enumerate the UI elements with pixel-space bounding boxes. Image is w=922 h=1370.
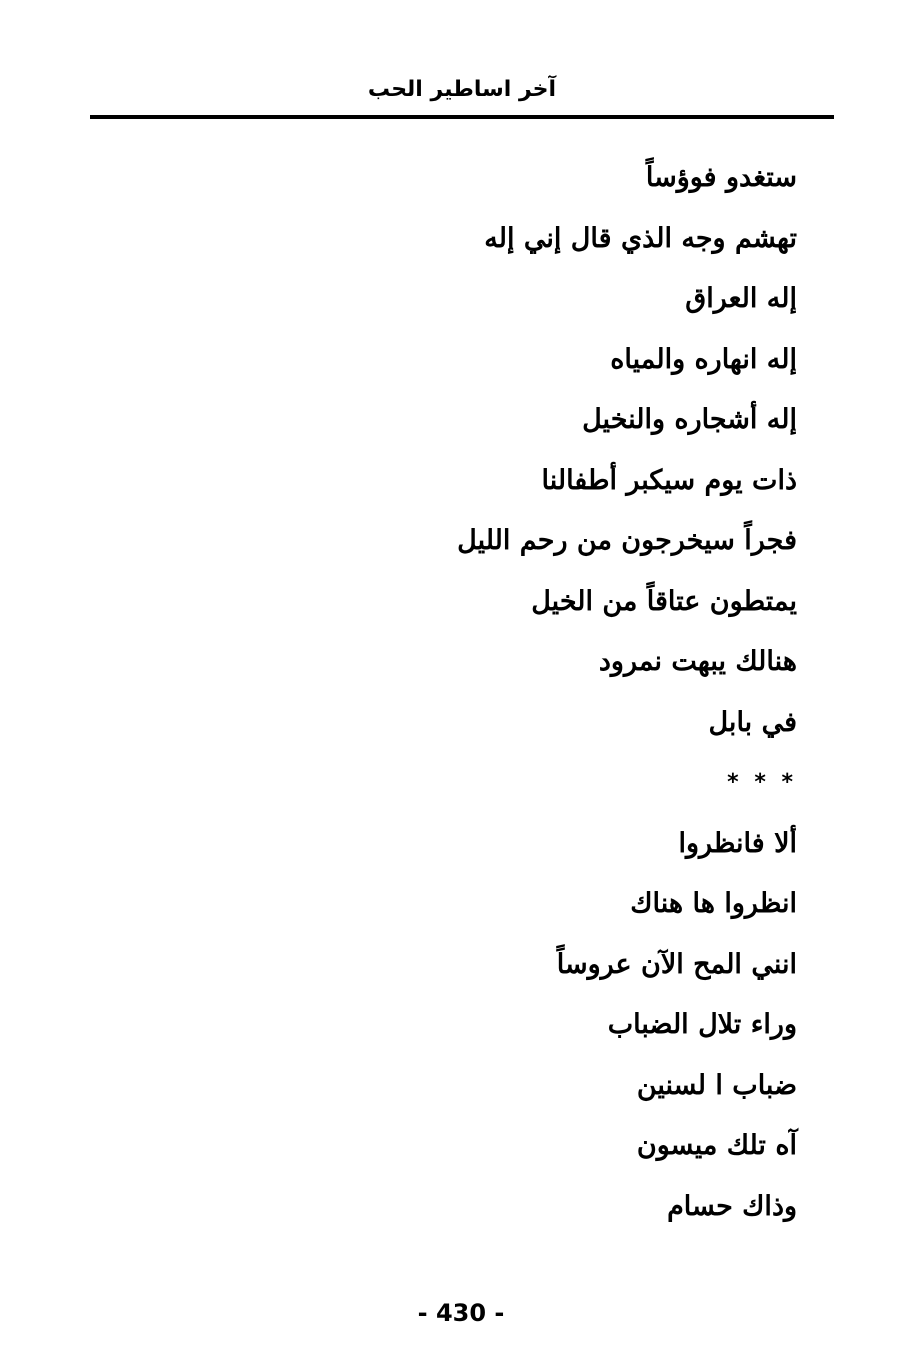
poem-line-10: في بابل [708, 706, 797, 738]
running-title: آخر اساطير الحب [367, 77, 557, 102]
poem-line-15: ضباب ا لسنين [636, 1069, 797, 1101]
poem-line-12: انظروا ها هناك [630, 888, 797, 919]
poem-line-6: ذات يوم سيكبر أطفالنا [541, 464, 797, 496]
poem-line-5: إله أشجاره والنخيل [582, 404, 797, 435]
poem-line-14: وراء تلال الضباب [607, 1009, 797, 1040]
poem-line-3: إله العراق [685, 283, 797, 314]
page-header [90, 70, 834, 110]
section-separator: * * * [727, 770, 797, 795]
page-number: - 430 - [417, 1299, 505, 1327]
poem-line-17: وذاك حسام [667, 1190, 797, 1222]
poem-line-7: فجراً سيخرجون من رحم الليل [457, 525, 797, 556]
poem-body [237, 148, 797, 1237]
poem-line-4: إله انهاره والمياه [610, 343, 797, 375]
poem-line-13: انني المح الآن عروساً [556, 948, 797, 980]
poem-line-16: آه تلك ميسون [636, 1130, 797, 1161]
header-rule [90, 115, 834, 119]
poem-line-9: هنالك يبهت نمرود [598, 646, 797, 677]
poem-line-8: يمتطون عتاقاً من الخيل [531, 585, 797, 617]
poem-line-2: تهشم وجه الذي قال إني إله [484, 222, 797, 254]
poem-line-11: ألا فانظروا [678, 827, 797, 859]
poem-line-1: ستغدو فوؤساً [645, 162, 797, 193]
